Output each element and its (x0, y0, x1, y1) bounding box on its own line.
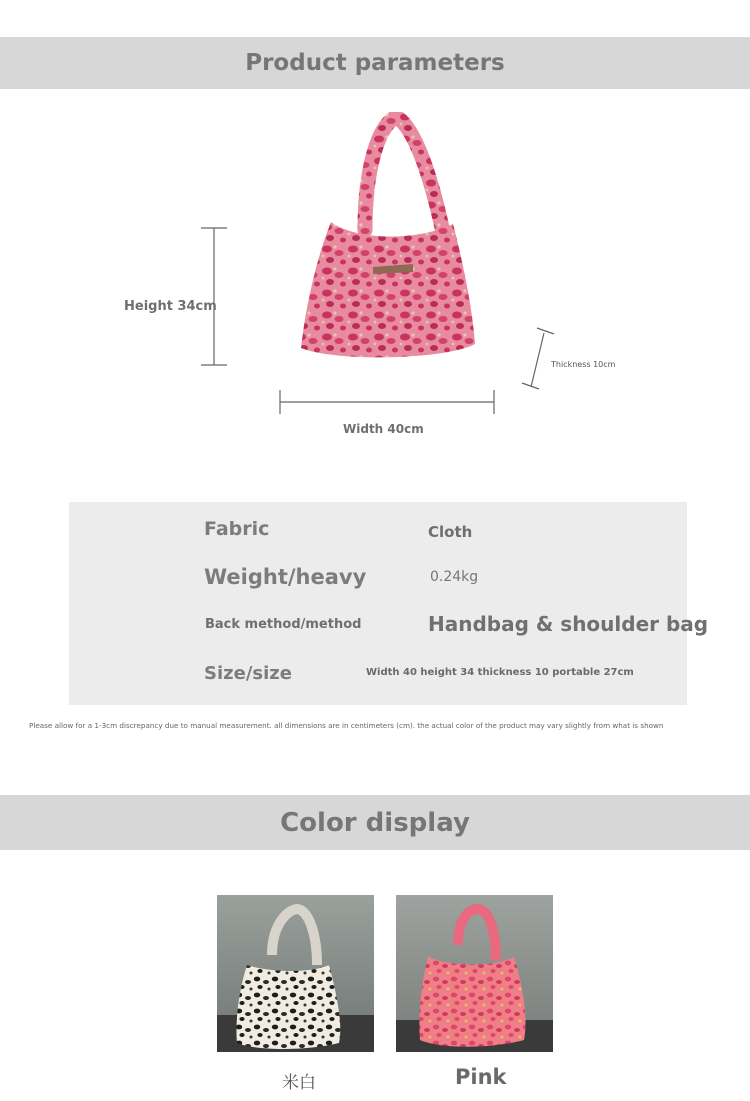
height-label: Height 34cm (124, 299, 217, 314)
main-bag-image (295, 112, 480, 370)
thickness-label: Thickness 10cm (551, 360, 616, 369)
weight-label: Weight/heavy (204, 565, 367, 589)
back-method-label: Back method/method (205, 617, 362, 632)
swatch-label-white: 米白 (282, 1073, 316, 1093)
product-parameters-title: Product parameters (245, 50, 505, 76)
fabric-label: Fabric (204, 518, 270, 540)
spec-table (69, 502, 709, 705)
fabric-value: Cloth (428, 523, 473, 541)
color-display-title: Color display (280, 807, 470, 838)
size-label: Size/size (204, 663, 292, 684)
back-method-value: Handbag & shoulder bag (428, 612, 709, 636)
color-display-banner (0, 795, 750, 850)
swatch-image-white[interactable] (217, 895, 374, 1052)
size-value: Width 40 height 34 thickness 10 portable 27cm (366, 667, 634, 678)
swatch-image-pink[interactable] (396, 895, 553, 1052)
width-label: Width 40cm (343, 422, 424, 436)
product-parameters-banner (0, 37, 750, 89)
disclaimer-text: Please allow for a 1-3cm discrepancy due to manual measurement. all dimensions are in centimeters (cm). the actual color of the product may vary slightly from what is shown (29, 721, 664, 730)
weight-value: 0.24kg (430, 569, 479, 585)
swatch-label-pink: Pink (455, 1065, 507, 1089)
